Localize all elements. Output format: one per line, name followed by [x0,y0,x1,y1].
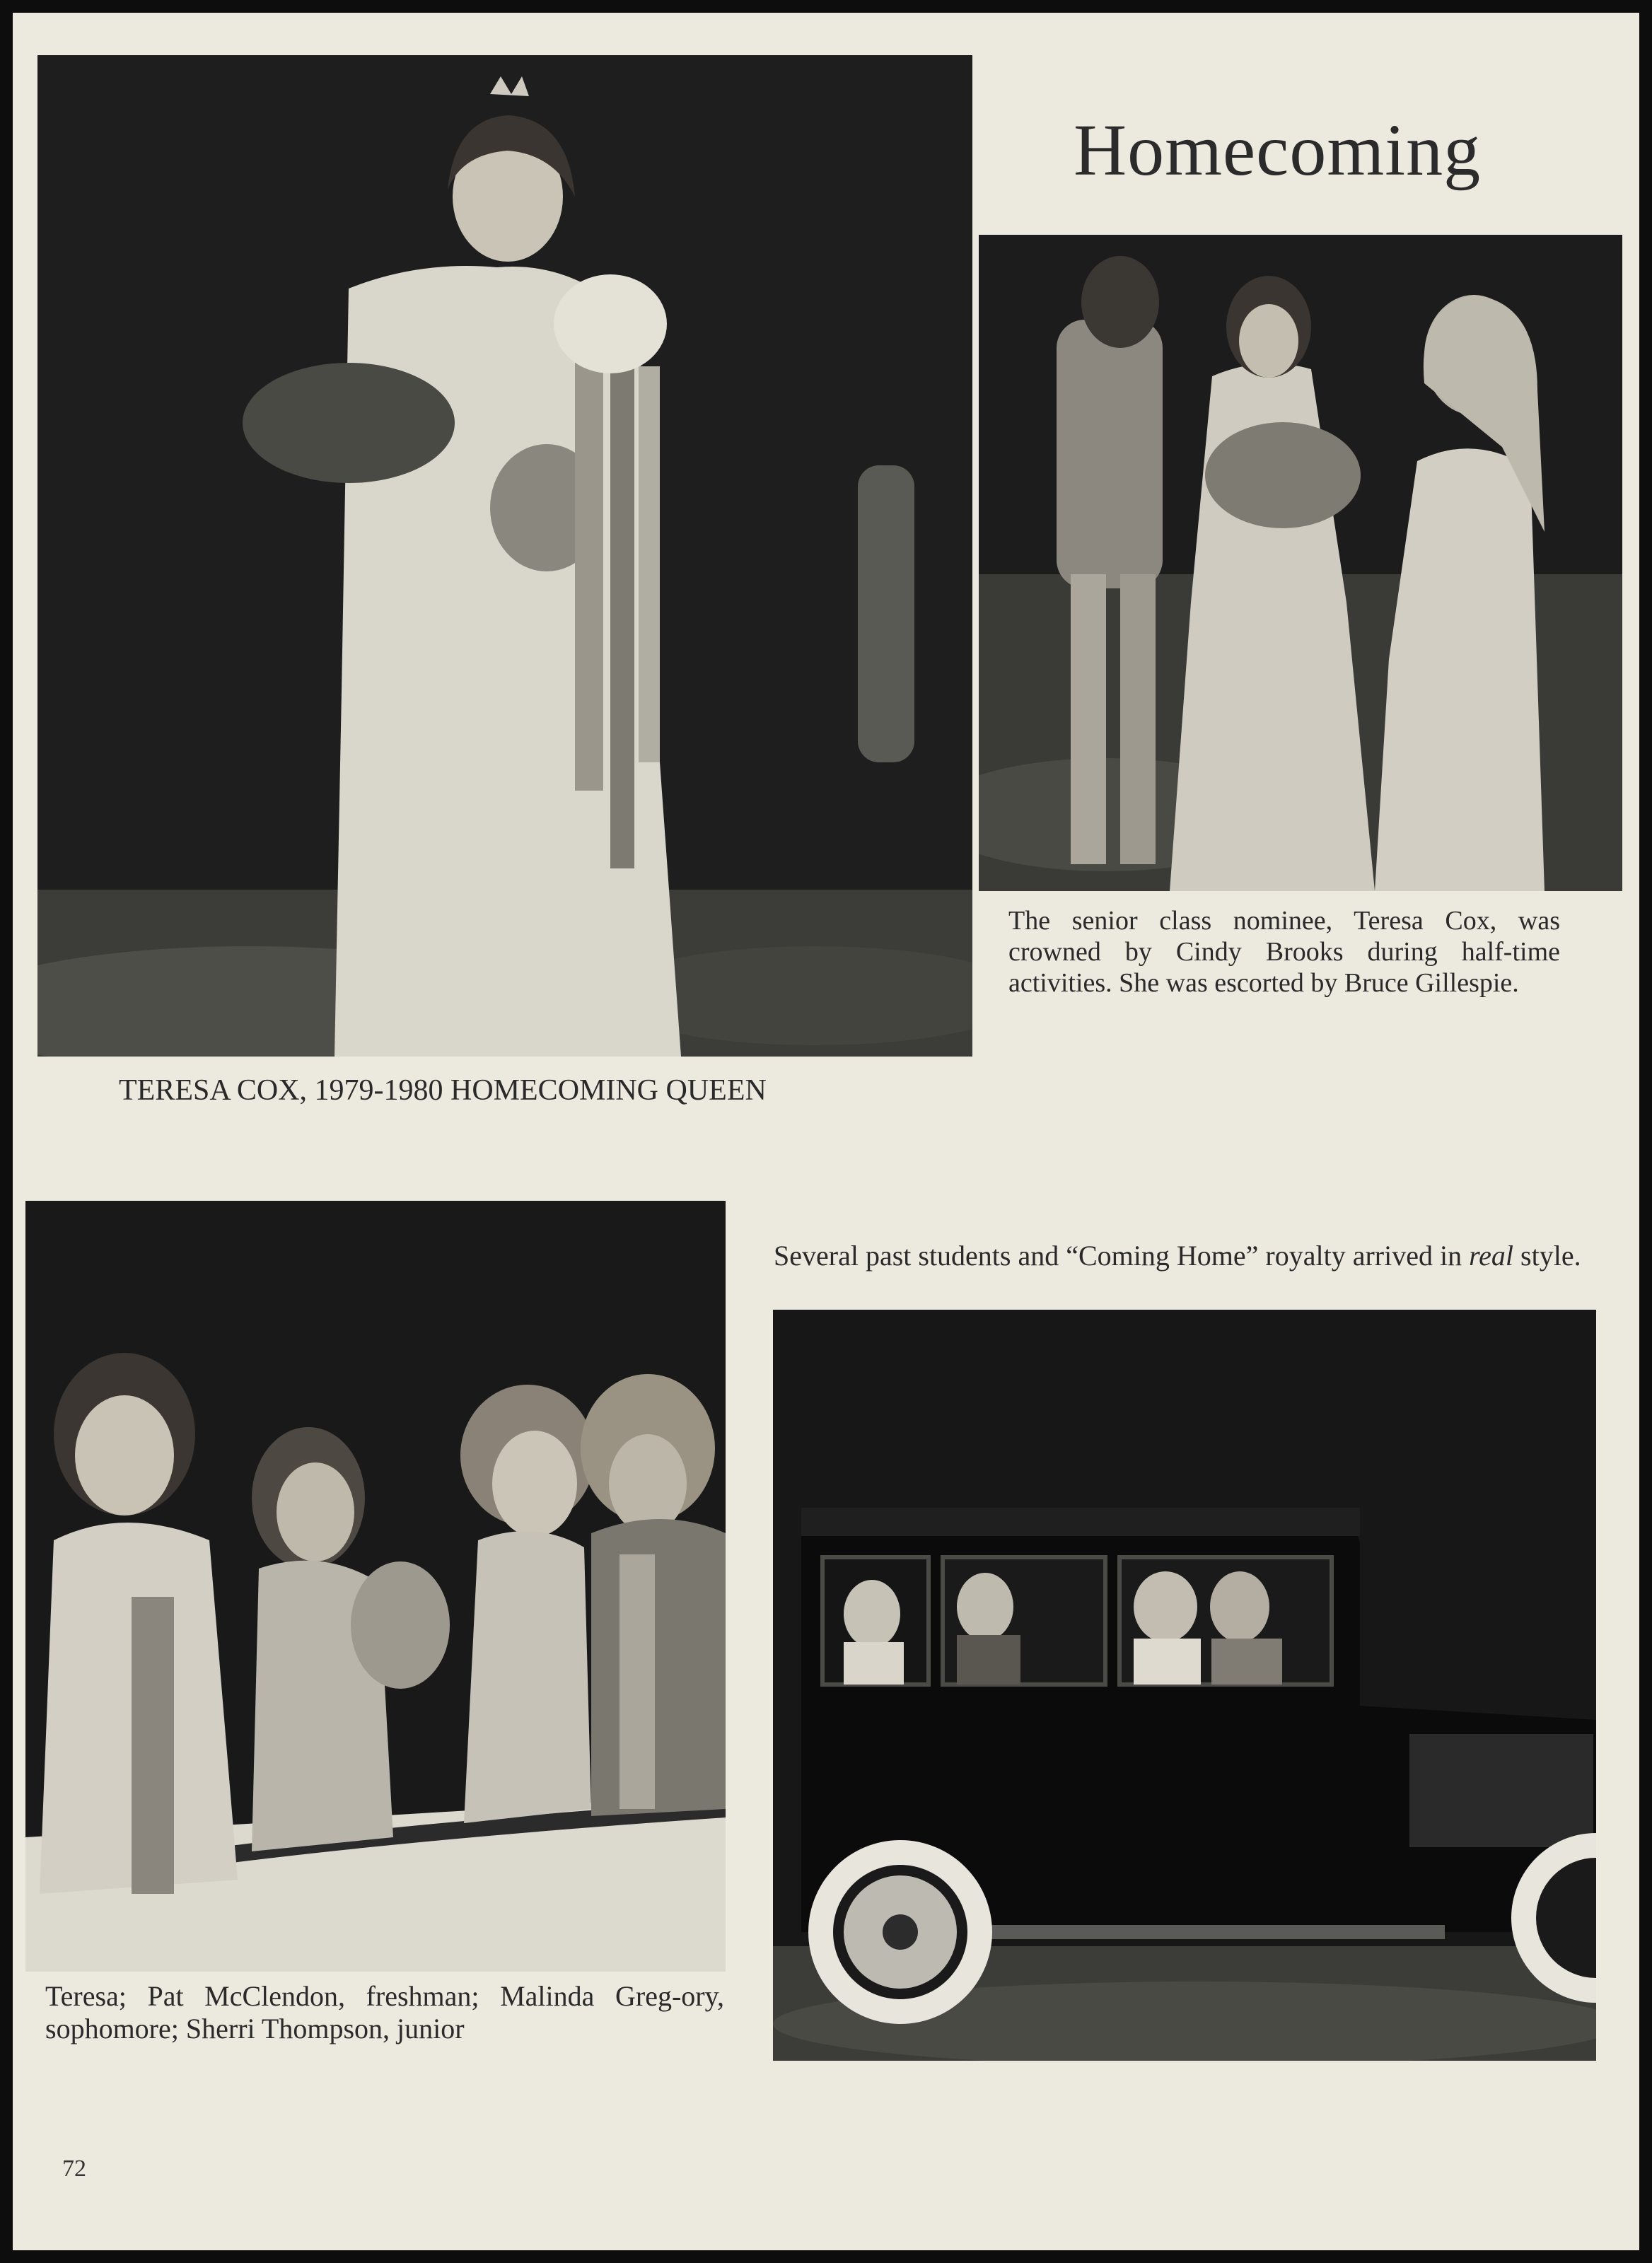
car-caption-end: style. [1513,1240,1581,1272]
page-number: 72 [62,2156,86,2182]
car-photo [773,1310,1596,2061]
queen-photo [37,55,972,1057]
car-caption-emphasis: real [1469,1240,1514,1272]
car-caption [774,1239,1619,1273]
court-caption: Teresa; Pat McClendon, freshman; Malinda Greg-ory, sophomore; Sherri Thompson, junior [45,1980,724,2044]
yearbook-page [13,13,1639,2250]
car-caption-text: Several past students and “Coming Home” royalty arrived in [774,1240,1470,1272]
page-title: Homecoming [1074,110,1482,191]
court-photo [25,1201,726,1972]
crowning-caption: The senior class nominee, Teresa Cox, was crowned by Cindy Brooks during half-time activities. She was escorted by Bruce Gillespie. [1008,906,1560,998]
queen-caption: TERESA COX, 1979-1980 HOMECOMING QUEEN [119,1074,767,1107]
crowning-photo [979,235,1622,891]
